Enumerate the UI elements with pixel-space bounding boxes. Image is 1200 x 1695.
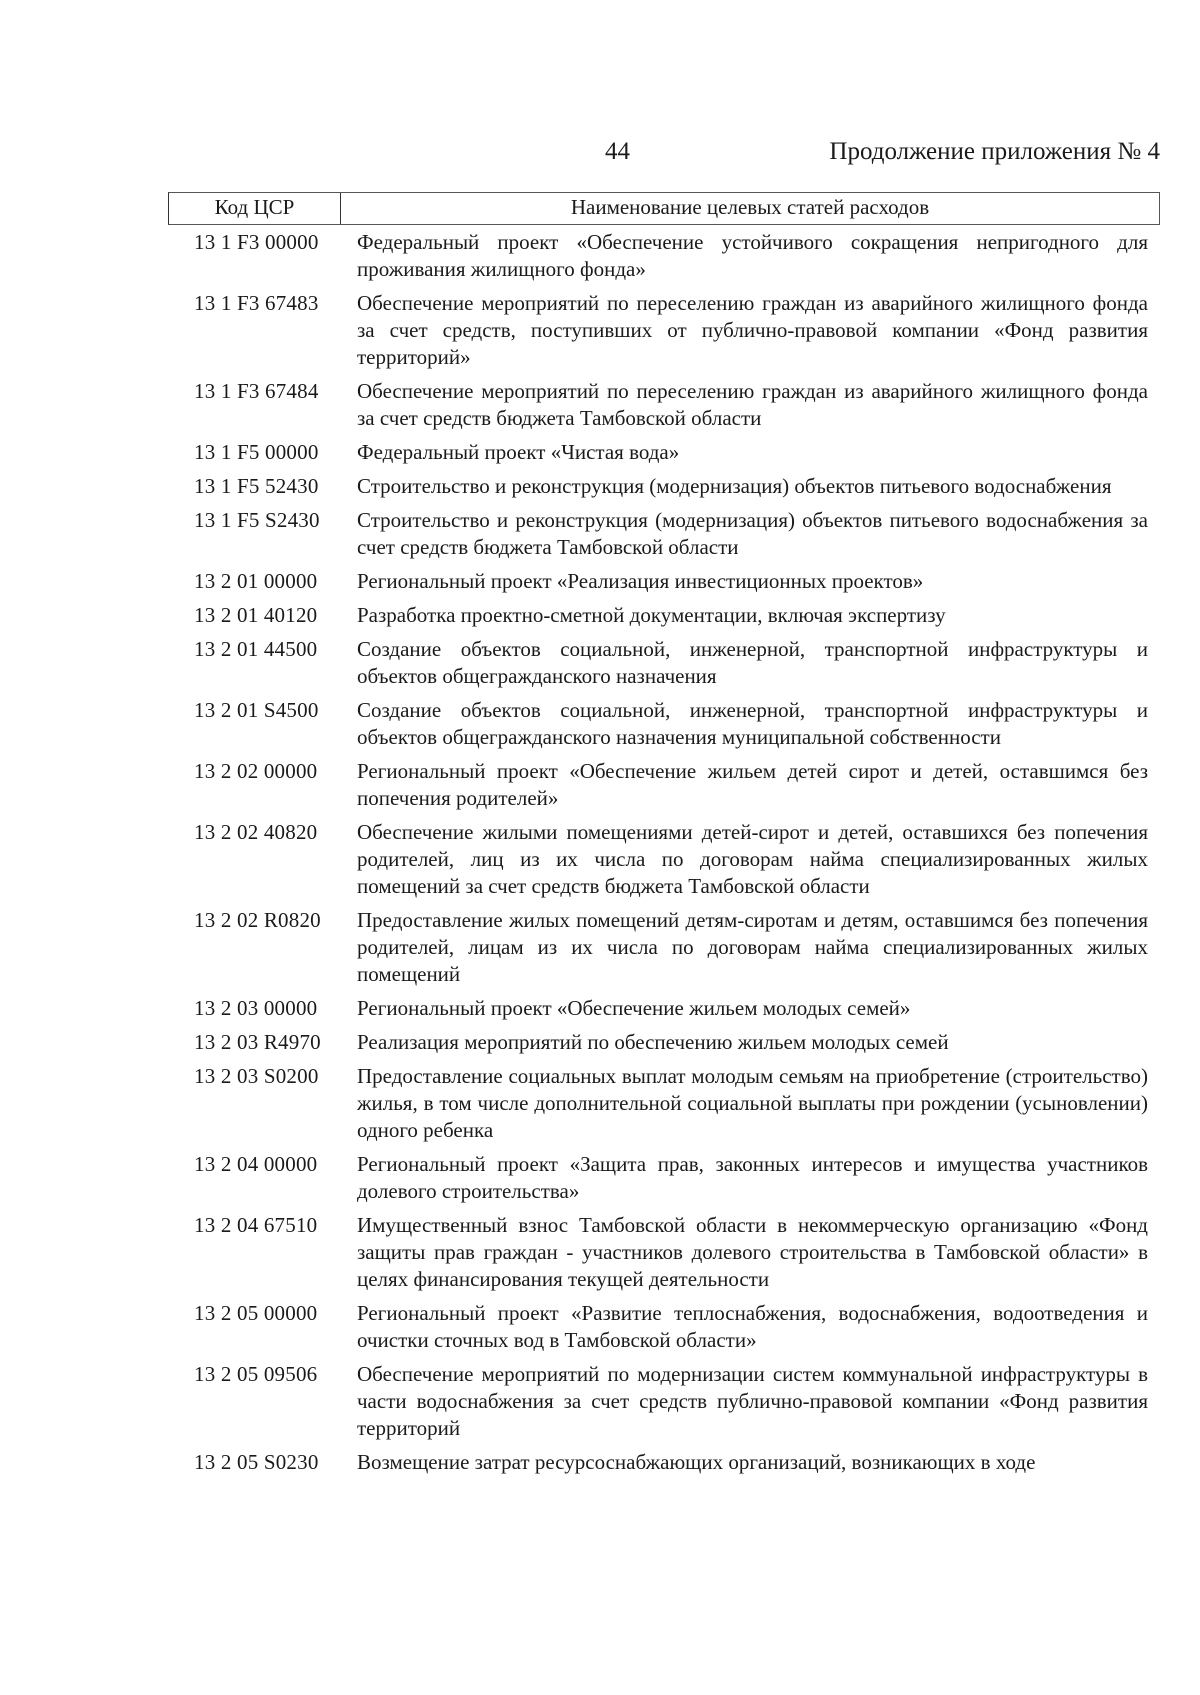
row-code: 13 2 02 R0820	[194, 908, 321, 932]
row-name: Региональный проект «Реализация инвестиционных проектов»	[357, 569, 924, 593]
row-code: 13 1 F3 67484	[194, 379, 319, 403]
table-row	[168, 507, 1160, 561]
row-name: Создание объектов социальной, инженерной, транспортной инфраструктуры и объектов общегражданского назначения муниципальной собственности	[357, 698, 1148, 749]
row-name: Строительство и реконструкция (модернизация) объектов питьевого водоснабжения	[357, 474, 1112, 498]
row-name: Создание объектов социальной, инженерной, транспортной инфраструктуры и объектов общегражданского назначения	[357, 637, 1148, 688]
budget-codes-table	[168, 192, 1160, 1476]
row-code: 13 2 03 S0200	[194, 1064, 319, 1088]
table-row	[168, 1029, 1160, 1056]
row-name: Предоставление социальных выплат молодым семьям на приобретение (строительство) жилья, в том числе дополнительной социальной выплаты при рождении (усыновлении) одного ребенка	[357, 1064, 1148, 1142]
row-name: Имущественный взнос Тамбовской области в некоммерческую организацию «Фонд защиты прав граждан - участников долевого строительства в Тамбовской области» в целях финансирования текущей деятельности	[357, 1213, 1148, 1291]
row-code: 13 2 01 00000	[194, 569, 318, 593]
row-name: Возмещение затрат ресурсоснабжающих организаций, возникающих в ходе	[357, 1450, 1036, 1474]
table-row	[168, 1300, 1160, 1354]
row-code: 13 2 05 09506	[194, 1362, 318, 1386]
row-name: Региональный проект «Защита прав, законных интересов и имущества участников долевого строительства»	[357, 1152, 1148, 1203]
table-row	[168, 1449, 1160, 1476]
row-name: Обеспечение жилыми помещениями детей-сирот и детей, оставшихся без попечения родителей, лиц из их числа по договорам найма специализированных жилых помещений за счет средств бюджета Тамбовской области	[357, 820, 1148, 898]
table-row	[168, 473, 1160, 500]
row-code: 13 1 F3 67483	[194, 291, 319, 315]
appendix-continuation-title: Продолжение приложения № 4	[829, 138, 1160, 165]
row-name: Обеспечение мероприятий по переселению граждан из аварийного жилищного фонда за счет средств, поступивших от публично-правовой компании «Фонд развития территорий»	[357, 291, 1148, 369]
table-row	[168, 697, 1160, 751]
row-code: 13 2 03 R4970	[194, 1030, 321, 1054]
table-row	[168, 1151, 1160, 1205]
table-row	[168, 995, 1160, 1022]
row-code: 13 2 01 S4500	[194, 698, 319, 722]
row-code: 13 1 F5 52430	[194, 474, 319, 498]
row-name: Федеральный проект «Обеспечение устойчивого сокращения непригодного для проживания жилищного фонда»	[357, 230, 1148, 281]
row-code: 13 2 01 44500	[194, 637, 318, 661]
table-row	[168, 568, 1160, 595]
row-code: 13 2 02 00000	[194, 759, 318, 783]
table-header	[168, 192, 1160, 225]
column-header-code: Код ЦСР	[169, 193, 341, 224]
row-code: 13 2 02 40820	[194, 820, 318, 844]
table-row	[168, 758, 1160, 812]
table-body	[168, 229, 1160, 1476]
table-row	[168, 378, 1160, 432]
row-code: 13 2 04 00000	[194, 1152, 318, 1176]
row-name: Региональный проект «Обеспечение жильем детей сирот и детей, оставшимся без попечения родителей»	[357, 759, 1148, 810]
row-code: 13 2 03 00000	[194, 996, 318, 1020]
table-row	[168, 1063, 1160, 1144]
row-code: 13 2 04 67510	[194, 1213, 318, 1237]
table-row	[168, 1361, 1160, 1442]
row-name: Обеспечение мероприятий по переселению граждан из аварийного жилищного фонда за счет средств бюджета Тамбовской области	[357, 379, 1148, 430]
table-row	[168, 229, 1160, 283]
row-code: 13 1 F5 00000	[194, 440, 319, 464]
row-code: 13 2 01 40120	[194, 603, 318, 627]
page-number: 44	[605, 138, 630, 165]
table-row	[168, 439, 1160, 466]
row-code: 13 1 F5 S2430	[194, 508, 320, 532]
table-row	[168, 819, 1160, 900]
table-row	[168, 1212, 1160, 1293]
row-code: 13 2 05 S0230	[194, 1450, 319, 1474]
row-name: Обеспечение мероприятий по модернизации систем коммунальной инфраструктуры в части водоснабжения за счет средств публично-правовой компании «Фонд развития территорий	[357, 1362, 1148, 1440]
table-row	[168, 636, 1160, 690]
row-name: Реализация мероприятий по обеспечению жильем молодых семей	[357, 1030, 949, 1054]
table-row	[168, 290, 1160, 371]
row-code: 13 1 F3 00000	[194, 230, 319, 254]
row-name: Строительство и реконструкция (модернизация) объектов питьевого водоснабжения за счет средств бюджета Тамбовской области	[357, 508, 1148, 559]
page-header	[0, 138, 1160, 174]
column-header-name: Наименование целевых статей расходов	[570, 195, 930, 219]
row-code: 13 2 05 00000	[194, 1301, 318, 1325]
row-name: Региональный проект «Обеспечение жильем молодых семей»	[357, 996, 911, 1020]
row-name: Разработка проектно-сметной документации, включая экспертизу	[357, 603, 946, 627]
row-name: Федеральный проект «Чистая вода»	[357, 440, 680, 464]
table-row	[168, 907, 1160, 988]
table-row	[168, 602, 1160, 629]
row-name: Региональный проект «Развитие теплоснабжения, водоснабжения, водоотведения и очистки сточных вод в Тамбовской области»	[357, 1301, 1148, 1352]
row-name: Предоставление жилых помещений детям-сиротам и детям, оставшимся без попечения родителей, лицам из их числа по договорам найма специализированных жилых помещений	[357, 908, 1148, 986]
